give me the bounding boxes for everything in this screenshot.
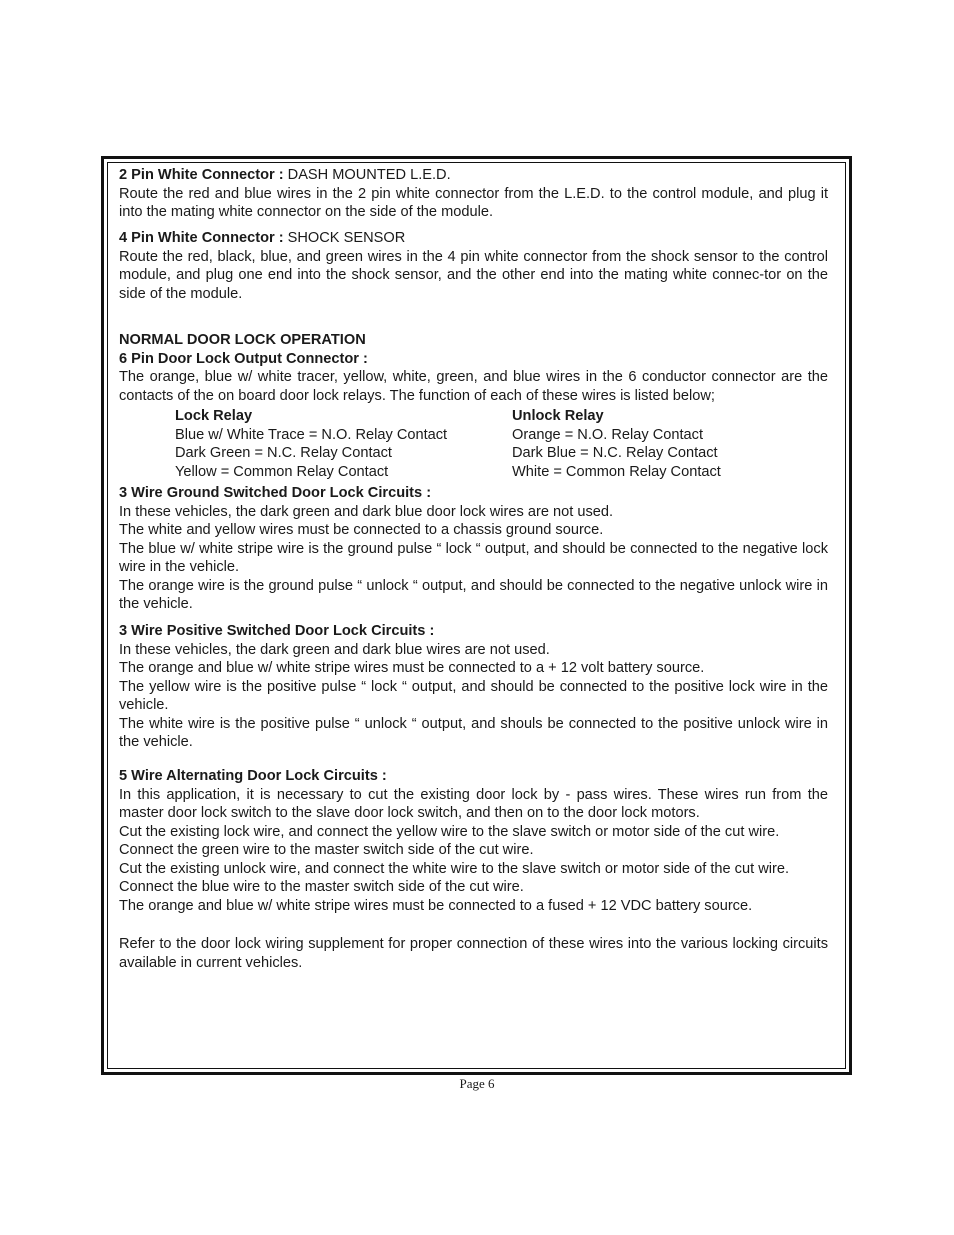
section-line: The white and yellow wires must be connected to a chassis ground source. (119, 522, 604, 538)
lock-relay-item: Yellow = Common Relay Contact (175, 463, 389, 480)
section-line: The orange and blue w/ white stripe wires must be connected to a + 12 volt battery source. (119, 660, 705, 676)
lock-relay-item: Blue w/ White Trace = N.O. Relay Contact (175, 426, 448, 443)
unlock-relay-item: Orange = N.O. Relay Contact (512, 426, 704, 443)
unlock-relay-item: Dark Blue = N.C. Relay Contact (512, 445, 718, 461)
unlock-relay-item: White = Common Relay Contact (512, 463, 721, 480)
section-title: NORMAL DOOR LOCK OPERATION (119, 332, 366, 348)
section-heading: 3 Wire Ground Switched Door Lock Circuits : (119, 485, 432, 501)
section-heading: 3 Wire Positive Switched Door Lock Circuits : (119, 623, 435, 639)
section-line: In this application, it is necessary to cut the existing door lock by - pass wires. These wires run from the master door lock switch to the slave door lock switch, and then on to the door lock motors. (119, 786, 828, 821)
section-body: Route the red, black, blue, and green wires in the 4 pin white connector from the shock sensor to the control module, and plug one end into the shock sensor, and the other end into the mating white connec-tor on the side of the module. (119, 248, 828, 302)
section-line: Cut the existing unlock wire, and connect the white wire to the slave switch or motor side of the cut wire. (119, 860, 790, 877)
section-reference (119, 935, 828, 972)
section-heading-line (119, 166, 828, 185)
section-heading: 4 Pin White Connector : (119, 230, 284, 246)
section-heading-suffix: SHOCK SENSOR (283, 230, 406, 246)
section-body: Refer to the door lock wiring supplement for proper connection of these wires into the various locking circuits available in current vehicles. (119, 936, 828, 971)
section-line: The blue w/ white stripe wire is the ground pulse “ lock “ output, and should be connected to the negative lock wire in the vehicle. (119, 540, 828, 575)
section-3wire-positive (119, 622, 828, 752)
section-2pin-connector (119, 166, 828, 222)
section-heading: 6 Pin Door Lock Output Connector : (119, 350, 368, 367)
section-line: In these vehicles, the dark green and dark blue door lock wires are not used. (119, 503, 614, 520)
section-5wire-alternating (119, 767, 828, 915)
section-heading: 2 Pin White Connector : (119, 167, 284, 183)
lock-relay-title: Lock Relay (175, 408, 253, 424)
section-line: Connect the green wire to the master switch side of the cut wire. (119, 842, 534, 858)
section-4pin-connector (119, 229, 828, 303)
lock-relay-list (175, 407, 515, 481)
section-body: Route the red and blue wires in the 2 pin white connector from the L.E.D. to the control module, and plug it into the mating white connector on the side of the module. (119, 185, 828, 220)
section-line: The orange and blue w/ white stripe wires must be connected to a fused + 12 VDC battery source. (119, 897, 753, 914)
section-line: The white wire is the positive pulse “ unlock “ output, and shouls be connected to the positive unlock wire in the vehicle. (119, 715, 828, 750)
unlock-relay-list (512, 407, 852, 481)
section-body: The orange, blue w/ white tracer, yellow, white, green, and blue wires in the 6 conductor connector are the contacts of the on board door lock relays. The function of each of these wires is listed below; (119, 369, 828, 404)
section-heading: 5 Wire Alternating Door Lock Circuits : (119, 768, 387, 784)
lock-relay-item: Dark Green = N.C. Relay Contact (175, 445, 392, 461)
section-3wire-ground (119, 484, 828, 614)
section-heading-suffix: DASH MOUNTED L.E.D. (283, 167, 451, 183)
page-number: Page 6 (459, 1076, 495, 1091)
unlock-relay-title: Unlock Relay (512, 408, 604, 424)
section-door-lock-operation (119, 331, 828, 405)
section-line: Connect the blue wire to the master switch side of the cut wire. (119, 879, 524, 895)
section-line: The orange wire is the ground pulse “ unlock “ output, and should be connected to the negative unlock wire in the vehicle. (119, 577, 828, 612)
section-line: In these vehicles, the dark green and dark blue wires are not used. (119, 641, 550, 658)
section-line: Cut the existing lock wire, and connect the yellow wire to the slave switch or motor side of the cut wire. (119, 823, 780, 840)
section-line: The yellow wire is the positive pulse “ lock “ output, and should be connected to the positive lock wire in the vehicle. (119, 678, 828, 713)
section-heading-line (119, 229, 828, 248)
